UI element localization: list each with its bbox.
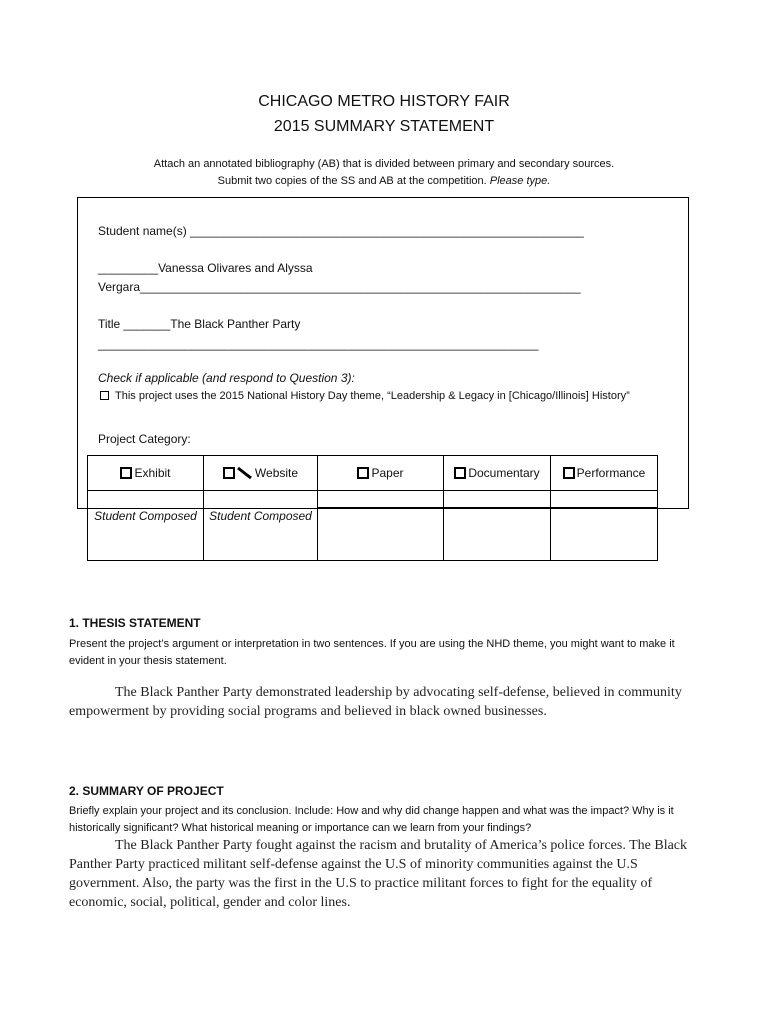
checkmark-icon — [237, 466, 253, 480]
table-cell — [551, 491, 658, 508]
category-exhibit[interactable] — [88, 456, 204, 491]
summary-heading: 2. SUMMARY OF PROJECT — [69, 784, 224, 798]
table-cell — [551, 508, 658, 561]
title-field[interactable]: Title _______The Black Panther Party — [98, 317, 301, 331]
category-documentary[interactable] — [444, 456, 551, 491]
project-category-label: Project Category: — [98, 432, 191, 446]
table-cell — [318, 508, 444, 561]
category-label: Documentary — [468, 466, 540, 480]
category-label: Exhibit — [134, 466, 171, 480]
check-applicable-heading: Check if applicable (and respond to Question 3): — [98, 371, 355, 385]
student-names-field[interactable]: Student name(s) ___________________________________________________________ — [98, 224, 584, 238]
exhibit-checkbox[interactable] — [120, 467, 132, 479]
summary-instructions: Briefly explain your project and its conclusion. Include: How and why did change happen and what was the impact? Why is it historically significant? What historical meaning or importance can we learn from your findings? — [69, 805, 674, 834]
table-cell — [318, 491, 444, 508]
category-label: Paper — [371, 466, 404, 480]
table-cell — [444, 508, 551, 561]
category-paper[interactable] — [318, 456, 444, 491]
title-field-line2[interactable]: __________________________________________________________________ — [98, 337, 539, 351]
performance-checkbox[interactable] — [563, 467, 575, 479]
category-label: Performance — [576, 466, 646, 480]
instruction-line-1: Attach an annotated bibliography (AB) that is divided between primary and secondary sources. — [153, 158, 615, 170]
theme-checkbox[interactable] — [100, 391, 109, 400]
thesis-answer[interactable]: The Black Panther Party demonstrated leadership by advocating self-defense, believed in community empowerment by providing social programs and believed in black owned businesses. — [69, 685, 682, 719]
paper-checkbox[interactable] — [357, 467, 369, 479]
student-names-value-line1[interactable]: _________Vanessa Olivares and Alyssa — [98, 261, 313, 275]
instruction-text: Submit two copies of the SS and AB at the competition. — [217, 175, 487, 187]
thesis-instructions: Present the project’s argument or interpretation in two sentences. If you are using the NHD theme, you might want to make it evident in your thesis statement. — [69, 638, 675, 667]
category-label: Website — [254, 466, 299, 480]
student-composed-website: Student Composed — [204, 491, 318, 561]
student-names-value-line2[interactable]: Vergara__________________________________________________________________ — [98, 280, 581, 294]
category-performance[interactable] — [551, 456, 658, 491]
documentary-checkbox[interactable] — [454, 467, 466, 479]
category-website[interactable] — [204, 456, 318, 491]
instruction-please-type: Please type. — [489, 175, 551, 187]
theme-option[interactable] — [100, 390, 630, 402]
table-cell — [444, 491, 551, 508]
instruction-line-2 — [0, 175, 768, 187]
student-composed-exhibit: Student Composed — [88, 491, 204, 561]
website-checkbox[interactable] — [223, 467, 235, 479]
page-title: CHICAGO METRO HISTORY FAIR — [258, 93, 510, 110]
thesis-heading: 1. THESIS STATEMENT — [69, 616, 201, 630]
theme-option-label: This project uses the 2015 National History Day theme, “Leadership & Legacy in [Chicago/Illinois] History” — [115, 390, 630, 402]
project-category-table — [87, 455, 658, 561]
summary-answer[interactable]: The Black Panther Party fought against the racism and brutality of America’s police forces. The Black Panther Party practiced militant self-defense against the U.S of minority communities against the U.S government. Also, the party was the first in the U.S to practice militant forces to fight for the equality of economic, social, political, gender and color lines. — [69, 838, 688, 910]
page-subtitle: 2015 SUMMARY STATEMENT — [273, 118, 495, 135]
